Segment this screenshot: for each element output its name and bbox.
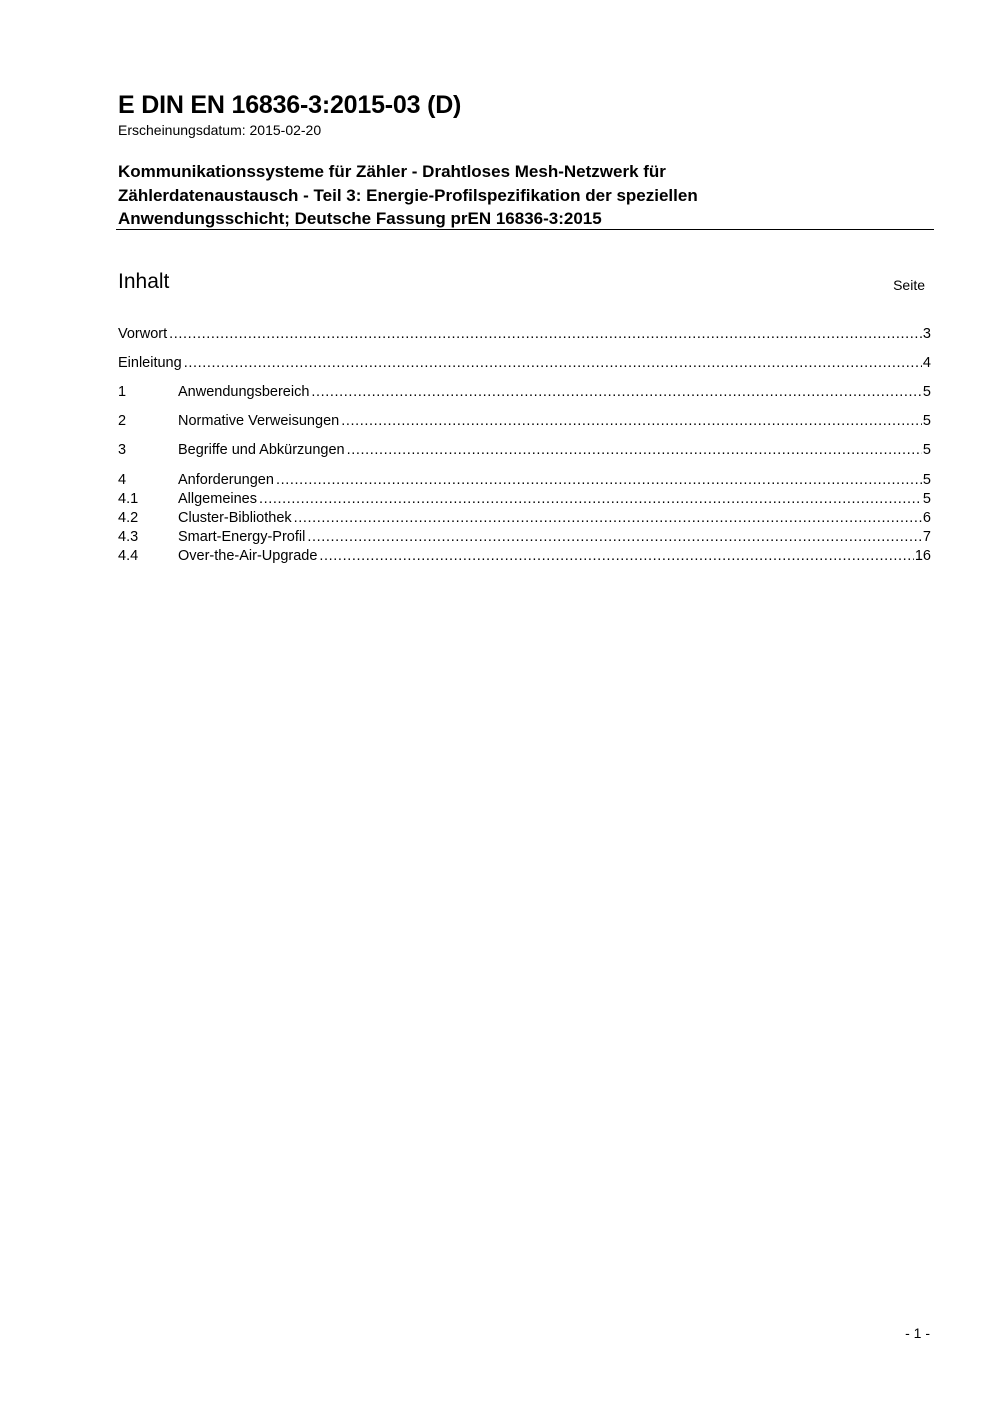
toc-entry-page: 5	[922, 413, 931, 429]
toc-leader-dots	[184, 354, 922, 373]
document-id: E DIN EN 16836-3:2015-03 (D)	[118, 91, 462, 119]
toc-entry-einleitung[interactable]	[118, 354, 931, 373]
toc-leader-dots	[319, 547, 913, 566]
toc-entry-3[interactable]	[118, 441, 931, 460]
toc-entry-number: 4.1	[118, 491, 139, 507]
document-title	[118, 160, 918, 231]
page-number: - 1 -	[905, 1325, 930, 1341]
toc-entry-number: 4.3	[118, 529, 139, 545]
toc-entry-4-2[interactable]	[118, 509, 931, 528]
toc-entry-4-4[interactable]	[118, 547, 931, 566]
toc-entry-4-1[interactable]	[118, 490, 931, 509]
toc-leader-dots	[341, 412, 922, 431]
toc-leader-dots	[276, 471, 922, 490]
toc-entry-number: 2	[118, 413, 127, 429]
toc-entry-4[interactable]	[118, 471, 931, 490]
title-divider	[116, 229, 934, 230]
toc-entry-page: 5	[922, 442, 931, 458]
toc-entry-text: Begriffe und Abkürzungen	[178, 442, 345, 458]
toc-entry-text: Over-the-Air-Upgrade	[178, 548, 318, 564]
toc-entry-number: 4.4	[118, 548, 139, 564]
toc-entry-number: 3	[118, 442, 127, 458]
toc-entry-page: 5	[922, 384, 931, 400]
toc-entry-text: Normative Verweisungen	[178, 413, 340, 429]
toc-page-label: Seite	[893, 277, 925, 293]
toc-entry-number: 1	[118, 384, 127, 400]
toc-entry-4-3[interactable]	[118, 528, 931, 547]
toc-entry-text: Vorwort	[118, 326, 168, 342]
toc-entry-number: 4.2	[118, 510, 139, 526]
title-line: Anwendungsschicht; Deutsche Fassung prEN 16836-3:2015	[118, 209, 602, 228]
toc-entry-page: 5	[922, 491, 931, 507]
toc-entry-page: 4	[922, 355, 931, 371]
toc-leader-dots	[347, 441, 922, 460]
toc-heading: Inhalt	[118, 270, 170, 293]
toc-leader-dots	[169, 325, 922, 344]
toc-leader-dots	[307, 528, 922, 547]
toc-entry-2[interactable]	[118, 412, 931, 431]
toc-entry-1[interactable]	[118, 383, 931, 402]
toc-leader-dots	[294, 509, 922, 528]
toc-entry-text: Einleitung	[118, 355, 182, 371]
toc-entry-page: 3	[922, 326, 931, 342]
toc-entry-text: Anwendungsbereich	[178, 384, 310, 400]
toc-entry-text: Smart-Energy-Profil	[178, 529, 306, 545]
toc-entry-vorwort[interactable]	[118, 325, 931, 344]
toc-leader-dots	[259, 490, 922, 509]
toc-entry-page: 16	[914, 548, 931, 564]
toc-entry-text: Anforderungen	[178, 472, 274, 488]
toc-leader-dots	[311, 383, 922, 402]
toc-entry-text: Allgemeines	[178, 491, 257, 507]
title-line: Zählerdatenaustausch - Teil 3: Energie-Profilspezifikation der speziellen	[118, 185, 698, 205]
toc-entry-page: 7	[922, 529, 931, 545]
title-line: Kommunikationssysteme für Zähler - Drahtloses Mesh-Netzwerk für	[118, 162, 666, 181]
toc-entry-text: Cluster-Bibliothek	[178, 510, 292, 526]
toc-entry-page: 5	[922, 472, 931, 488]
toc-entry-page: 6	[922, 510, 931, 526]
publication-date: Erscheinungsdatum: 2015-02-20	[118, 122, 322, 138]
toc-entry-number: 4	[118, 472, 127, 488]
